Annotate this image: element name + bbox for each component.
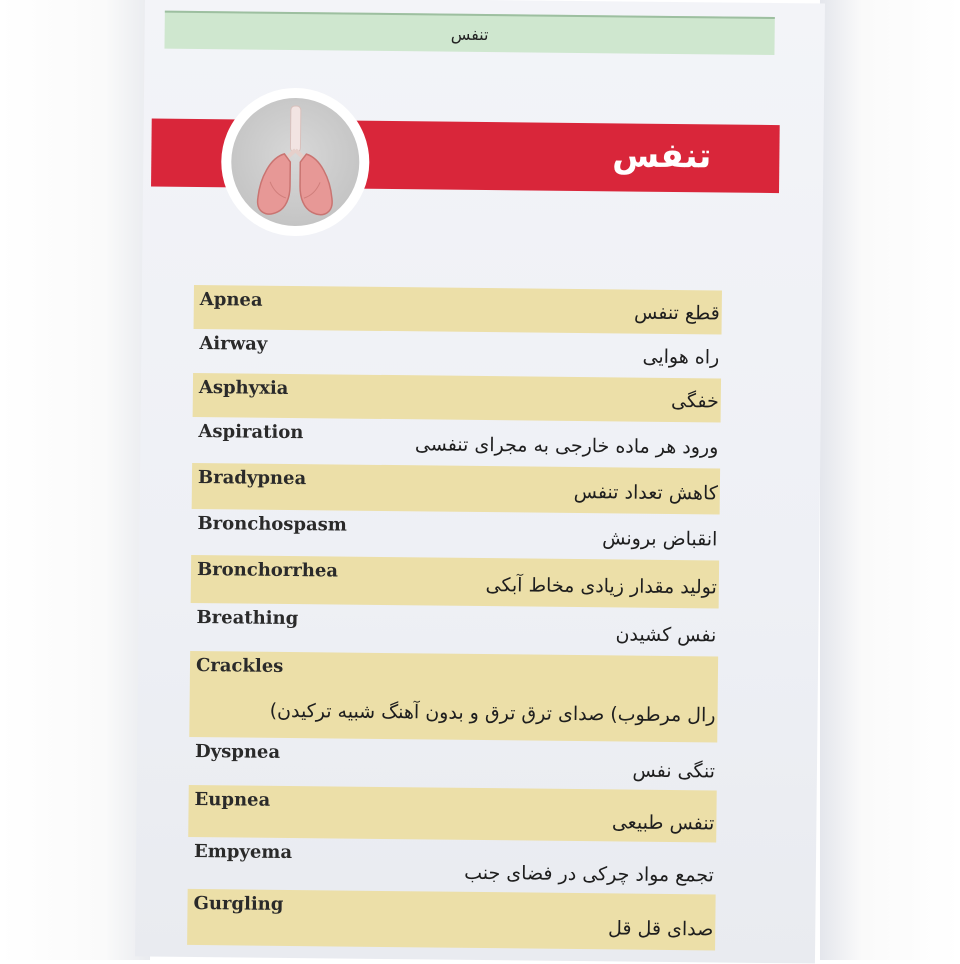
glossary-term: Eupnea [194, 789, 271, 811]
page-gutter-left [0, 0, 150, 960]
glossary-term: Gurgling [193, 892, 284, 915]
glossary-definition: کاهش تعداد تنفس [573, 480, 718, 505]
glossary-entry [191, 555, 719, 609]
glossary-list [142, 284, 822, 941]
glossary-term: Bronchorrhea [196, 559, 339, 582]
glossary-definition: راه هوایی [642, 345, 720, 369]
glossary-entry [188, 785, 717, 843]
glossary-definition: تنفس طبیعی [611, 811, 715, 835]
glossary-entry [187, 889, 716, 951]
glossary-entry [194, 285, 722, 335]
book-page [135, 0, 825, 964]
chapter-badge [221, 87, 371, 237]
glossary-term: Bradypnea [197, 467, 307, 490]
glossary-definition: قطع تنفس [633, 301, 720, 325]
glossary-entry [191, 509, 719, 561]
chapter-title: تنفس [611, 135, 712, 177]
glossary-definition: خفگی [671, 389, 719, 413]
glossary-term: Breathing [196, 607, 299, 630]
glossary-definition: تنگی نفس [632, 759, 716, 783]
running-header [164, 11, 774, 55]
running-header-title: تنفس [450, 24, 489, 44]
glossary-entry [192, 417, 720, 469]
glossary-entry [189, 651, 718, 743]
glossary-term: Empyema [193, 841, 293, 864]
glossary-definition: نفس کشیدن [615, 623, 717, 647]
glossary-definition: تولید مقدار زیادی مخاط آبکی [485, 574, 717, 599]
glossary-definition: ورود هر ماده خارجی به مجرای تنفسی [414, 433, 719, 459]
glossary-definition: صدای قل قل [607, 917, 714, 941]
glossary-entry [188, 837, 717, 895]
glossary-entry [189, 737, 717, 791]
lungs-icon [240, 101, 351, 222]
glossary-term: Crackles [195, 655, 284, 677]
glossary-definition: تجمع مواد چرکی در فضای جنب [464, 861, 714, 887]
glossary-term: Bronchospasm [197, 513, 348, 536]
glossary-term: Asphyxia [198, 377, 289, 399]
glossary-term: Airway [199, 333, 268, 355]
glossary-term: Apnea [199, 289, 263, 311]
glossary-entry [192, 463, 720, 515]
glossary-entry [193, 373, 721, 423]
glossary-entry [193, 329, 721, 379]
page-edge-right [820, 0, 960, 960]
glossary-term: Dyspnea [195, 741, 281, 763]
glossary-entry [190, 603, 718, 657]
glossary-definition: انقباض برونش [602, 527, 718, 551]
glossary-term: Aspiration [198, 421, 304, 444]
glossary-definition: رال مرطوب) صدای ترق ترق و بدون آهنگ شبیه ترکیدن) [269, 699, 716, 727]
